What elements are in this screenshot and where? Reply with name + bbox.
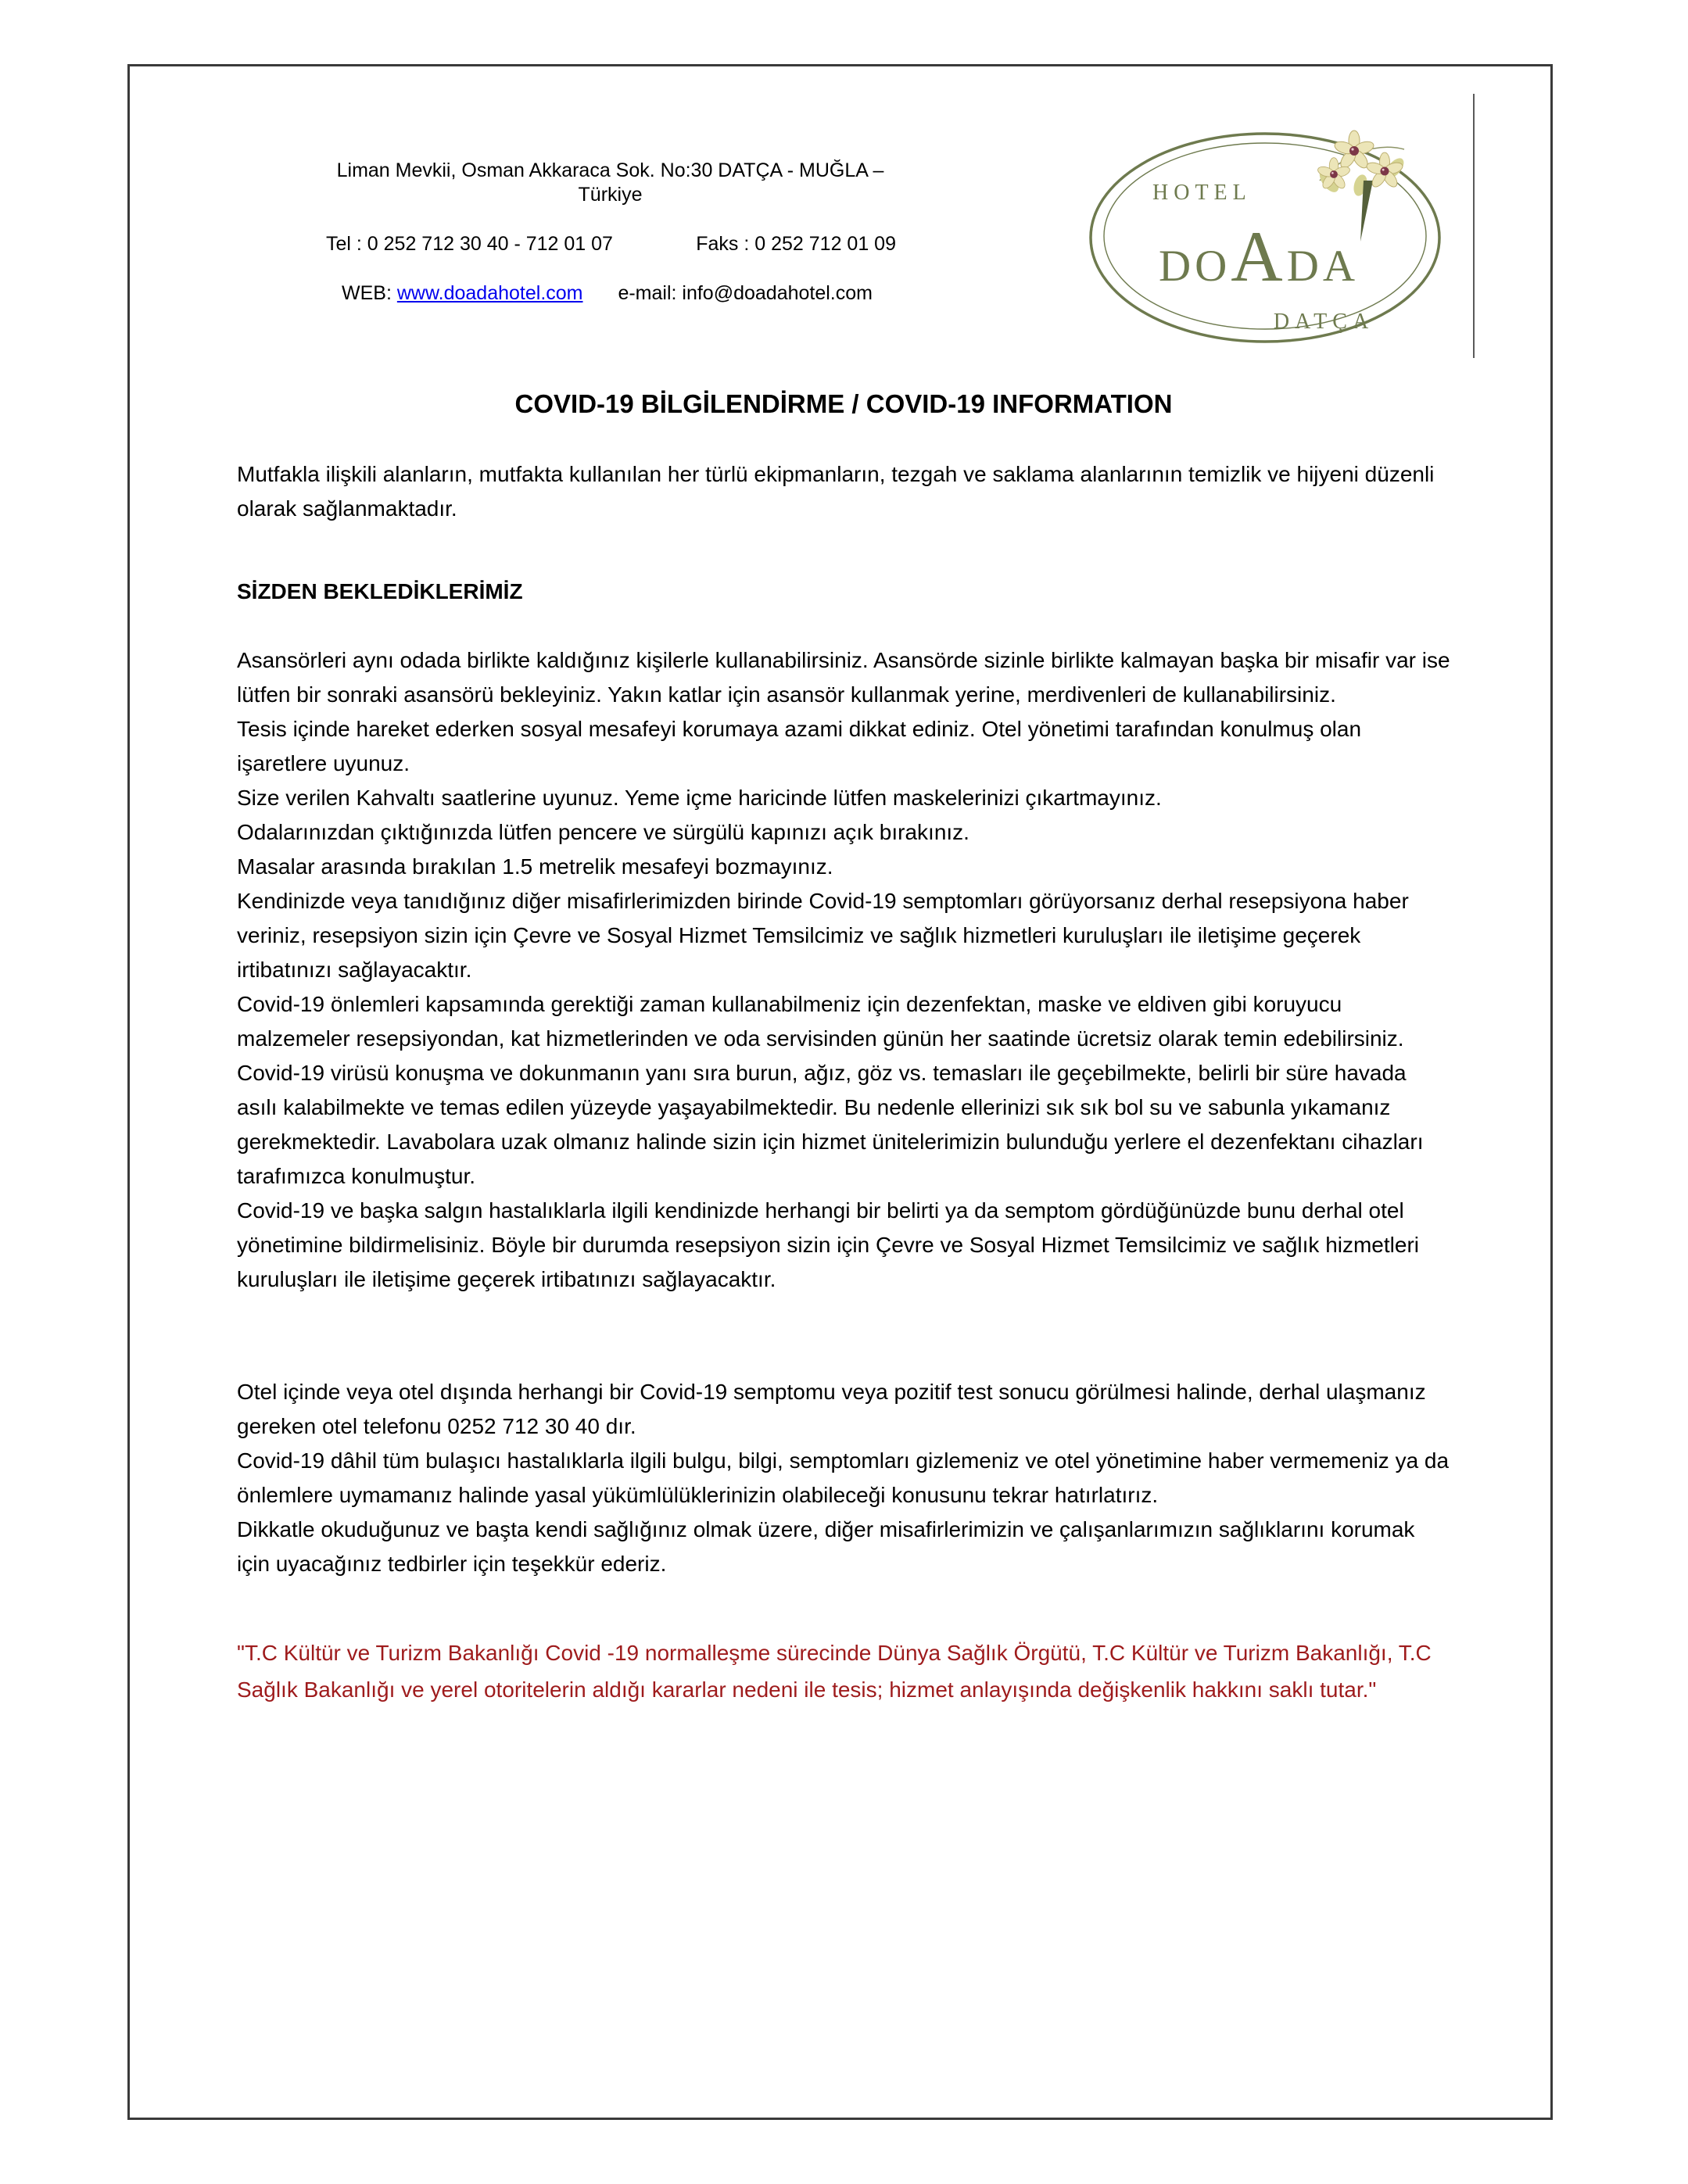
header-contact-block — [315, 159, 905, 331]
expectation-paragraph: Masalar arasında bırakılan 1.5 metrelik mesafeyi bozmayınız. — [237, 854, 833, 879]
website-link[interactable]: www.doadahotel.com — [396, 282, 583, 304]
hotel-phone: Tel : 0 252 712 30 40 - 712 01 07 — [326, 233, 613, 255]
expectation-paragraph: Covid-19 ve başka salgın hastalıklarla ilgili kendinizde herhangi bir belirti ya da semptom gördüğünüzde bunu derhal otel yönetimine bildirmelisiniz. Böyle bir durumda resepsiyon sizin için Çevre ve Sosyal Hizmet Temsilcimiz ve sağlık hizmetleri kuruluşları ile iletişime geçerek irtibatınızı sağlayacaktır. — [237, 1198, 1419, 1291]
section-heading: SİZDEN BEKLEDİKLERİMİZ — [237, 579, 523, 603]
hotel-email: e-mail: info@doadahotel.com — [618, 282, 873, 304]
expectation-paragraph: Tesis içinde hareket ederken sosyal mesafeyi korumaya azami dikkat ediniz. Otel yönetimi tarafından konulmuş olan işaretlere uyunuz. — [237, 717, 1362, 775]
logo-name-word: DOADA — [1158, 217, 1360, 296]
logo-hotel-word: HOTEL — [1152, 181, 1252, 205]
expectation-paragraph: Size verilen Kahvaltı saatlerine uyunuz. Yeme içme haricinde lütfen maskelerinizi çıkartmayınız. — [237, 786, 1162, 810]
page-sheet — [127, 64, 1553, 2120]
flower-decoration — [1316, 131, 1407, 242]
document-body — [237, 387, 1450, 1708]
notice-paragraph: "T.C Kültür ve Turizm Bakanlığı Covid -19 normalleşme sürecinde Dünya Sağlık Örgütü, T.C Kültür ve Turizm Bakanlığı, T.C Sağlık Bakanlığı ve yerel otoritelerin aldığı kararlar nedeni ile tesis; hizmet anlayışında değişkenlik hakkını saklı tutar." — [237, 1641, 1432, 1702]
closing-paragraph: Covid-19 dâhil tüm bulaşıcı hastalıklarla ilgili bulgu, bilgi, semptomları gizlemeniz ve otel yönetimine haber vermemeniz ya da önlemlere uymamanız halinde yasal yükümlülüklerinizin olabileceği konusunu tekrar hatırlatırız. — [237, 1448, 1450, 1507]
page-title: COVID-19 BİLGİLENDİRME / COVID-19 INFORMATION — [514, 389, 1173, 418]
closing-paragraph: Dikkatle okuduğunuz ve başta kendi sağlığınız olmak üzere, diğer misafirlerimizin ve çalışanlarımızın sağlıklarını korumak için uyacağınız tedbirler için teşekkür ederiz. — [237, 1517, 1415, 1576]
expectation-paragraph: Asansörleri aynı odada birlikte kaldığınız kişilerle kullanabilirsiniz. Asansörde sizinle birlikte kalmayan başka bir misafir var ise lütfen bir sonraki asansörü bekleyiniz. Yakın katlar için asansör kullanmak yerine, merdivenleri de kullanabilirsiniz. — [237, 648, 1450, 707]
expectation-paragraph: Odalarınızdan çıktığınızda lütfen pencere ve sürgülü kapınızı açık bırakınız. — [237, 820, 969, 844]
logo-city-word: DATÇA — [1273, 310, 1374, 334]
hotel-logo-image — [1085, 93, 1445, 356]
expectation-paragraph: Kendinizde veya tanıdığınız diğer misafirlerimizden birinde Covid-19 semptomları görüyorsanız derhal resepsiyona haber veriniz, resepsiyon sizin için Çevre ve Sosyal Hizmet Temsilcimiz ve sağlık hizmetleri kuruluşları ile iletişime geçerek irtibatınızı sağlayacaktır. — [237, 889, 1409, 982]
expectation-paragraph: Covid-19 virüsü konuşma ve dokunmanın yanı sıra burun, ağız, göz vs. temasları ile geçebilmekte, belirli bir süre havada asılı kalabilmekte ve temas edilen yüzeyde yaşayabilmektedir. Bu nedenle ellerinizi sık sık bol su ve sabunla yıkamanız gerekmektedir. Lavabolara uzak olmanız halinde sizin için hizmet ünitelerimizin bulunduğu yerlere el dezenfektanı cihazları tarafımızca konulmuştur. — [237, 1061, 1424, 1188]
hotel-web — [342, 281, 583, 306]
hotel-logo — [1085, 93, 1445, 356]
hotel-address: Liman Mevkii, Osman Akkaraca Sok. No:30 DATÇA - MUĞLA – Türkiye — [336, 159, 884, 206]
hotel-fax: Faks : 0 252 712 01 09 — [696, 233, 896, 255]
expectation-paragraph: Covid-19 önlemleri kapsamında gerektiği zaman kullanabilmeniz için dezenfektan, maske ve eldiven gibi koruyucu malzemeler resepsiyondan, kat hizmetlerinden ve oda servisinden günün her saatinde ücretsiz olarak temin edebilirsiniz. — [237, 992, 1404, 1051]
closing-block — [237, 1375, 1450, 1581]
web-label: WEB: — [342, 282, 392, 304]
header-divider-line — [1473, 94, 1475, 358]
closing-paragraph: Otel içinde veya otel dışında herhangi bir Covid-19 semptomu veya pozitif test sonucu görülmesi halinde, derhal ulaşmanız gereken otel telefonu 0252 712 30 40 dır. — [237, 1380, 1426, 1438]
intro-paragraph: Mutfakla ilişkili alanların, mutfakta kullanılan her türlü ekipmanların, tezgah ve saklama alanlarının temizlik ve hijyeni düzenli olarak sağlanmaktadır. — [237, 462, 1435, 521]
